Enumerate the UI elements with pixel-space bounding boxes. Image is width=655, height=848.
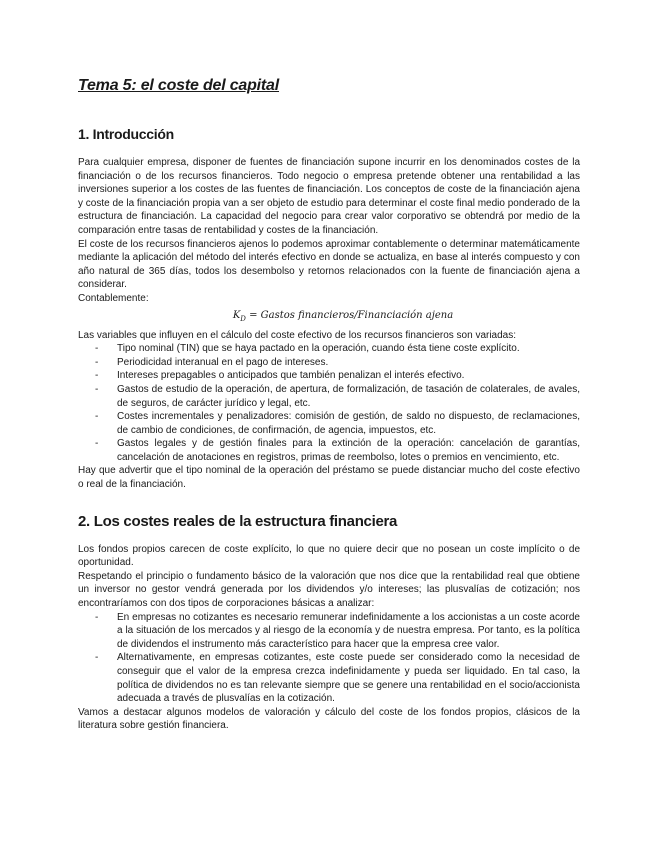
list-item: - Tipo nominal (TIN) que se haya pactado en la operación, cuando ésta tiene coste explícito. [95, 343, 520, 355]
list-item-text: Gastos legales y de gestión finales para la extinción de la operación: cancelación de garantías, cancelación de anotaciones en registros, primas de reembolso, lotes o premios en vencimiento, etc. [117, 438, 580, 463]
section-1-paragraph-1: Para cualquier empresa, disponer de fuentes de financiación supone incurrir en los denominados costes de la financiación o de los recursos financieros. Todo negocio o empresa pretende obtener una rentabilidad a las inversiones superior a los costes de las fuentes de financiación. Los conceptos de coste de la financiación ajena y coste de la financiación propia van a ser objeto de estudio para determinar el coste final medio ponderado de la estructura de financiación. La capacidad del negocio para crear valor corporativo se obtendrá por medio de la comparación entre tasas de rentabilidad y costes de la financiación. [78, 157, 580, 236]
document-page [78, 76, 580, 733]
list-item-text: Costes incrementales y penalizadores: comisión de gestión, de saldo no dispuesto, de reclamaciones, de cambio de condiciones, de confirmación, de agencia, impuestos, etc. [117, 411, 580, 436]
section-2-paragraph-2: Respetando el principio o fundamento básico de la valoración que nos dice que la rentabilidad real que obtiene un inversor no gestor vendrá generada por los dividendos y/o intereses; las plusvalías de cotización; nos encontraríamos con dos tipos de corporaciones básicas a analizar: [78, 570, 580, 610]
variables-list [78, 342, 580, 464]
list-item-text: En empresas no cotizantes es necesario remunerar indefinidamente a los accionistas a un coste acorde a la situación de los mercados y al riesgo de la economía y de nuestra empresa. Por tanto, es la política de dividendos el instrumento más característico para hacer que la empresa cree valor. [117, 611, 580, 650]
list-item: - En empresas no cotizantes es necesario remunerar indefinidamente a los accionistas a un coste acorde a la situación de los mercados y al riesgo de la economía y de nuestra empresa. Por tanto, es la política de dividendos el instrumento más característico para hacer que la empresa cree valor. [95, 611, 580, 650]
cost-formula [78, 308, 580, 327]
section-1-paragraph-2: El coste de los recursos financieros ajenos lo podemos aproximar contablemente o determinar matemáticamente mediante la aplicación del método del interés efectivo en donde se actualiza, en base al interés compuesto y con año natural de 365 días, todos los desembolso y retornos relacionados con la fuente de financiación ajena a considerar. [78, 238, 580, 291]
formula-variable: K [232, 309, 241, 321]
section-1-paragraph-4: Las variables que influyen en el cálculo del coste efectivo de los recursos financieros son variadas: [78, 329, 517, 341]
section-2-paragraph-1: Los fondos propios carecen de coste explícito, lo que no quiere decir que no posean un coste implícito o de oportunidad. [78, 543, 580, 569]
list-item-text: Intereses prepagables o anticipados que también penalizan el interés efectivo. [117, 370, 465, 382]
list-item: - Costes incrementales y penalizadores: comisión de gestión, de saldo no dispuesto, de reclamaciones, de cambio de condiciones, de confirmación, de agencia, impuestos, etc. [95, 411, 580, 436]
list-item-text: Tipo nominal (TIN) que se haya pactado en la operación, cuando ésta tiene coste explícito. [117, 343, 520, 355]
list-item-text: Alternativamente, en empresas cotizantes, este coste puede ser considerado como la necesidad de conseguir que el valor de la empresa crezca indefinidamente y pueda ser liquidado. En tal caso, la política de dividendos no es tan relevante siempre que se genere una rentabilidad en el socio/accionista adecuada a través de plusvalías en la cotización. [117, 652, 580, 705]
formula-subscript: D [240, 314, 246, 323]
list-item: - Gastos legales y de gestión finales para la extinción de la operación: cancelación de garantías, cancelación de anotaciones en registros, primas de reembolso, lotes o premios en vencimiento, etc. [95, 438, 580, 463]
section-1-heading: 1. Introducción [78, 126, 174, 142]
section-2-heading: 2. Los costes reales de la estructura financiera [78, 512, 398, 530]
corporations-list [78, 611, 580, 706]
list-item: - Gastos de estudio de la operación, de apertura, de formalización, de tasación de colaterales, de avales, de seguros, de carácter jurídico y legal, etc. [95, 383, 580, 409]
section-1-paragraph-3: Contablemente: [78, 292, 149, 304]
list-item: - Intereses prepagables o anticipados que también penalizan el interés efectivo. [95, 370, 465, 382]
document-title: Tema 5: el coste del capital [78, 77, 280, 94]
section-2-paragraph-3: Vamos a destacar algunos modelos de valoración y cálculo del coste de los fondos propios, clásicos de la literatura sobre gestión financiera. [78, 706, 580, 732]
formula-expression: = Gastos financieros/Financiación ajena [245, 309, 454, 321]
list-item-text: Periodicidad interanual en el pago de intereses. [117, 356, 329, 368]
list-item-text: Gastos de estudio de la operación, de apertura, de formalización, de tasación de colaterales, de avales, de seguros, de carácter jurídico y legal, etc. [117, 383, 580, 409]
list-item: - Alternativamente, en empresas cotizantes, este coste puede ser considerado como la necesidad de conseguir que el valor de la empresa crezca indefinidamente y pueda ser liquidado. En tal caso, la política de dividendos no es tan relevante siempre que se genere una rentabilidad en el socio/accionista adecuada a través de plusvalías en la cotización. [95, 652, 580, 705]
section-1-paragraph-5: Hay que advertir que el tipo nominal de la operación del préstamo se puede distanciar mucho del coste efectivo o real de la financiación. [78, 465, 580, 491]
list-item: - Periodicidad interanual en el pago de intereses. [95, 356, 329, 368]
